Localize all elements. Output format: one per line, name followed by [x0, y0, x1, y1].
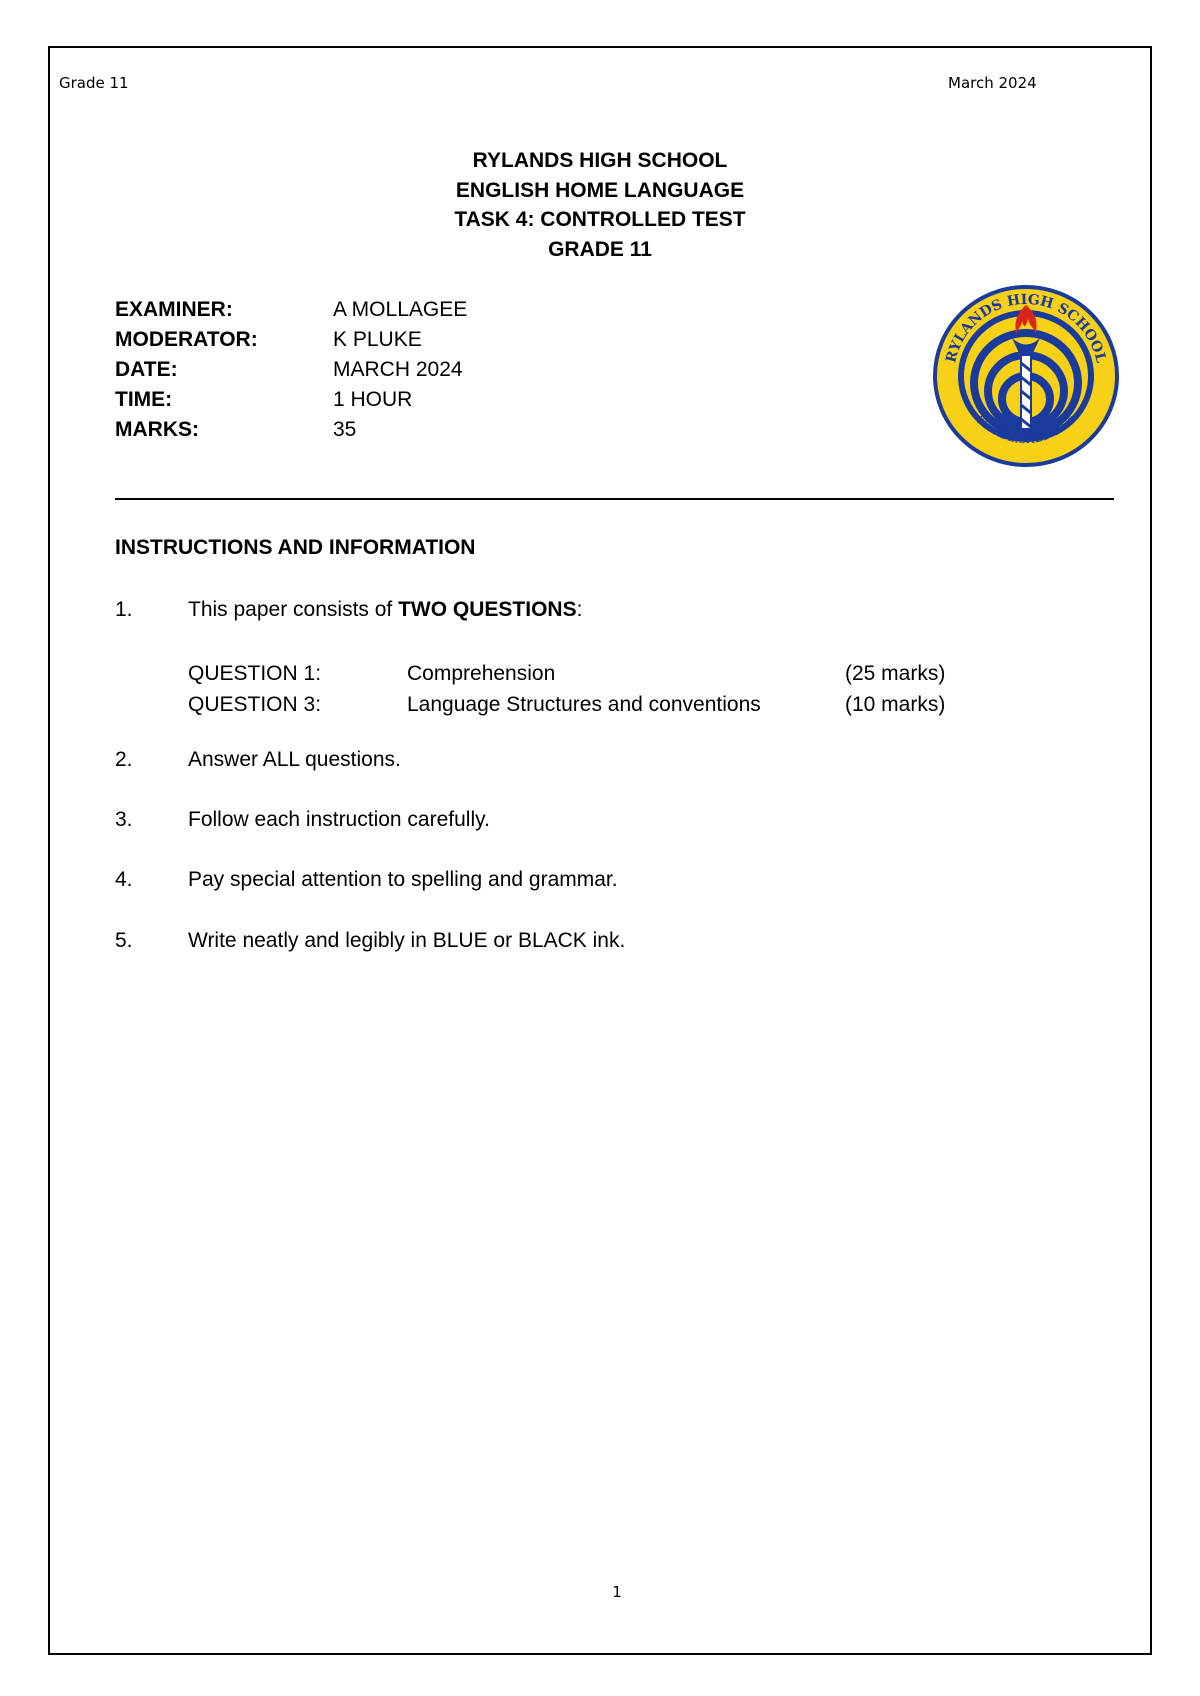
instruction-number: 5.: [115, 929, 133, 952]
marks-value: 35: [333, 418, 357, 441]
instruction-item: [115, 868, 618, 892]
moderator-row: [115, 325, 467, 355]
time-label: TIME:: [115, 388, 173, 411]
task-title: TASK 4: CONTROLLED TEST: [454, 208, 746, 231]
school-crest-logo: [932, 283, 1120, 469]
date-label: DATE:: [115, 358, 178, 381]
divider-line: [115, 498, 1114, 500]
instructions-title: INSTRUCTIONS AND INFORMATION: [115, 536, 476, 559]
grade-title: GRADE 11: [548, 237, 652, 261]
question-topic: Comprehension: [407, 662, 556, 685]
title-block: [0, 146, 1200, 264]
logo-text-top: RYLANDS HIGH SCHOOL: [943, 291, 1109, 365]
marks-label: MARKS:: [115, 418, 199, 441]
question-marks: (25 marks): [845, 662, 946, 685]
examiner-value: A MOLLAGEE: [333, 298, 468, 321]
question-topic: Language Structures and conventions: [407, 693, 761, 716]
examiner-label: EXAMINER:: [115, 298, 233, 321]
time-value: 1 HOUR: [333, 388, 413, 411]
date-value: MARCH 2024: [333, 358, 463, 381]
instruction-text: Pay special attention to spelling and grammar.: [188, 868, 618, 891]
header-date: March 2024: [948, 74, 1037, 92]
instruction-number: 4.: [115, 868, 133, 891]
instruction-number: 3.: [115, 808, 133, 831]
instruction-text-part: :: [576, 598, 583, 621]
instruction-item: [115, 598, 582, 622]
question-row: [188, 689, 945, 720]
time-row: [115, 385, 467, 415]
exam-details: [115, 295, 467, 445]
moderator-value: K PLUKE: [333, 328, 422, 351]
school-name: RYLANDS HIGH SCHOOL: [472, 149, 728, 172]
instruction-text: [188, 598, 582, 622]
instruction-text: Write neatly and legibly in BLUE or BLACK ink.: [188, 929, 626, 952]
instruction-text: Answer ALL questions.: [188, 748, 401, 771]
question-label: QUESTION 1:: [188, 662, 322, 685]
instruction-text: Follow each instruction carefully.: [188, 808, 490, 831]
moderator-label: MODERATOR:: [115, 328, 258, 351]
question-table: [188, 658, 945, 720]
page-number: 1: [612, 1583, 622, 1601]
header-grade: Grade 11: [59, 74, 129, 92]
instruction-item: [115, 808, 490, 832]
instruction-item: [115, 929, 625, 953]
examiner-row: [115, 295, 467, 325]
question-label: QUESTION 3:: [188, 693, 322, 716]
date-row: [115, 355, 467, 385]
marks-row: [115, 415, 467, 445]
instruction-number: 1.: [115, 598, 133, 621]
instruction-text-part: This paper consists of: [188, 598, 399, 621]
instruction-text-bold: TWO QUESTIONS: [398, 598, 577, 621]
instruction-item: [115, 748, 401, 772]
instruction-number: 2.: [115, 748, 133, 771]
logo-text-bottom: ESTABLISHED 1976: [973, 411, 1079, 447]
subject-name: ENGLISH HOME LANGUAGE: [455, 178, 745, 202]
question-marks: (10 marks): [845, 693, 946, 716]
question-row: [188, 658, 945, 689]
